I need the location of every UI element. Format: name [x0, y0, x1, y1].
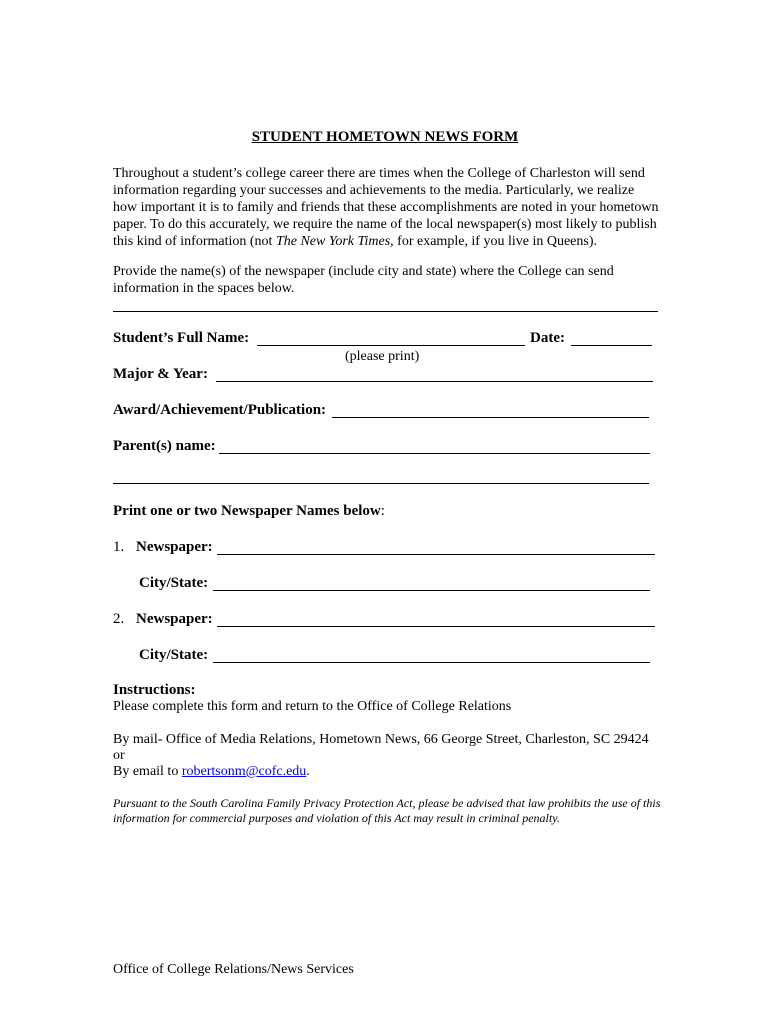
major-year-label: Major & Year: [113, 366, 208, 382]
student-name-label: Student’s Full Name: [113, 330, 250, 346]
email-suffix: . [306, 764, 310, 779]
newspaper-1-label: Newspaper: [136, 539, 213, 555]
date-field[interactable] [571, 345, 652, 346]
newspapers-heading-colon: : [380, 503, 385, 519]
or-text: or [113, 748, 125, 763]
email-prefix: By email to [113, 764, 182, 779]
newspaper-2-number: 2. [113, 611, 125, 627]
please-print-note: (please print) [345, 349, 420, 364]
newspaper-1-field[interactable] [217, 554, 655, 555]
newspapers-heading [113, 503, 385, 520]
major-year-field[interactable] [216, 381, 653, 382]
email-link[interactable]: robertsonm@cofc.edu [181, 764, 307, 779]
city-state-1-field[interactable] [213, 590, 650, 591]
provide-paragraph: Provide the name(s) of the newspaper (include city and state) where the College can send information in the spaces below. [113, 264, 614, 296]
divider [113, 311, 658, 312]
newspaper-2-field[interactable] [217, 626, 655, 627]
date-label: Date: [530, 330, 565, 346]
parents-field[interactable] [219, 453, 650, 454]
form-title: STUDENT HOMETOWN NEWS FORM [251, 129, 519, 145]
city-state-2-label: City/State: [139, 647, 209, 663]
newspapers-heading-text: Print one or two Newspaper Names below [113, 503, 381, 519]
newspaper-2-label: Newspaper: [136, 611, 213, 627]
parents-label: Parent(s) name: [113, 438, 216, 454]
intro-text-start: Throughout a student’s college career there are times when the College of Charleston will send information regarding your successes and achievements to the media. Particularly, we realize how important it is to family and friends that these accomplishments are noted in your hometown paper. To do this accurately, we require the name of the local newspaper(s) most likely to publish this kind of information (not [113, 166, 659, 249]
parents-field-continued[interactable] [113, 483, 649, 484]
instructions-text: Please complete this form and return to the Office of College Relations [113, 699, 512, 714]
award-label: Award/Achievement/Publication: [113, 402, 327, 418]
newspaper-1-number: 1. [113, 539, 125, 555]
mail-address: By mail- Office of Media Relations, Hometown News, 66 George Street, Charleston, SC 29424 [113, 732, 649, 747]
city-state-1-label: City/State: [139, 575, 209, 591]
privacy-notice: Pursuant to the South Carolina Family Privacy Protection Act, please be advised that law prohibits the use of this information for commercial purposes and violation of this Act may result in criminal penalty. [113, 796, 661, 825]
award-field[interactable] [332, 417, 649, 418]
intro-text-end: , for example, if you live in Queens). [390, 234, 597, 249]
city-state-2-field[interactable] [213, 662, 650, 663]
intro-italic-text: The New York Times [275, 234, 391, 249]
intro-paragraph [113, 165, 661, 250]
instructions-heading: Instructions: [113, 682, 196, 698]
student-name-field[interactable] [257, 345, 525, 346]
footer-text: Office of College Relations/News Services [113, 962, 354, 977]
email-line [113, 764, 310, 780]
